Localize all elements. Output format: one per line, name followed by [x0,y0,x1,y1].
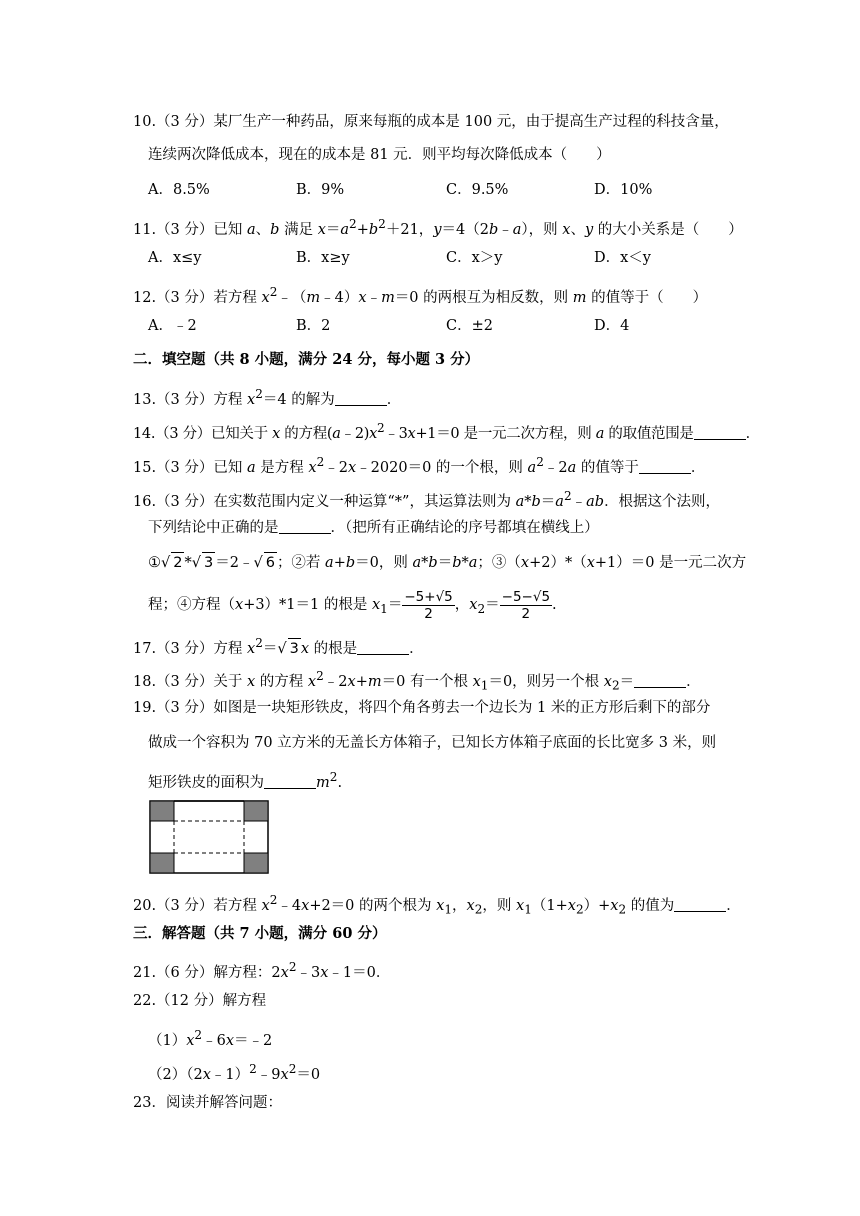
answer-blank[interactable] [264,774,316,789]
q19-line2: 做成一个容积为 70 立方米的无盖长方体箱子，已知长方体箱子底面的长比宽多 3 米，则 [148,735,717,751]
q10-line1: 10.（3 分）某厂生产一种药品，原来每瓶的成本是 100 元，由于提高生产过程的科技含量， [133,114,729,130]
q16-line2: 下列结论中正确的是 ．（把所有正确结论的序号都填在横线上） [148,520,599,536]
q17-line: 17.（3 分）方程 $x^2=√$ 3 x 的根是 ． [133,636,424,657]
q10-line2: 连续两次降低成本，现在的成本是 81 元．则平均每次降低成本（ ） [148,147,611,163]
q21-line: 21.（6 分）解方程：$2x^2﹣3x﹣1=0$． [133,960,391,981]
q16-line1: 16.（3 分）在实数范围内定义一种运算“*”，其运算法则为 $a*b=a^2﹣ab$．根据这个法则， [133,489,721,510]
corner-square-top-left [150,801,174,821]
q11-option-a: A．x≤y [148,250,202,266]
iron-sheet-figure [148,800,270,875]
answer-blank[interactable] [634,673,686,688]
q10-option-d: D．10% [594,182,653,198]
answer-blank[interactable] [674,897,726,912]
q22-title: 22.（12 分）解方程 [133,993,267,1009]
corner-square-bottom-right [244,853,268,873]
q12-line: 12.（3 分）若方程 $x^2﹣(m﹣4)x﹣m=0$ 的两根互为相反数，则 m 的值等于（ ） [133,285,708,306]
q16-line4: 程；④方程（x+3）*1＝1 的根是 $x_1=$ $\frac{-5+√5}{2}$ ，$x_2=$ $\frac{-5-√5}{2}$ . [148,588,557,622]
corner-square-bottom-left [150,853,174,873]
q11-line: 11.（3 分）已知 a、b 满足 $x=a^2+b^2+21$，y＝4（2b﹣a），则 x、y 的大小关系是（ ） [133,217,743,238]
corner-square-top-right [244,801,268,821]
q12-option-b: B．2 [296,318,331,334]
answer-blank[interactable] [639,459,691,474]
answer-blank[interactable] [279,519,331,534]
q12-option-a: A．﹣2 [148,318,197,334]
section-3-heading: 三．解答题（共 7 小题，满分 60 分） [133,925,387,942]
q10-option-c: C．9.5% [446,182,509,198]
root-fraction-2: $\frac{-5-√5}{2}$ [501,588,551,622]
q18-line: 18.（3 分）关于 x 的方程 $x^2﹣2x+m=0$ 有一个根 $x_1=0$，则另一个根 $x_2=$ ． [133,669,701,693]
root-fraction-1: $\frac{-5+√5}{2}$ [404,588,453,622]
q22-part2: $(2)(2x﹣1)^2﹣9x^2=0$ [148,1062,321,1083]
q19-line1: 19.（3 分）如图是一块矩形铁皮，将四个角各剪去一个边长为 1 米的正方形后剩下的部分 [133,700,711,716]
q12-option-c: C．±2 [446,318,493,334]
q10-option-b: B．9% [296,182,345,198]
q22-part1: $(1)x^2﹣6x=﹣2$ [148,1028,273,1049]
q11-option-b: B．x≥y [296,250,350,266]
q19-line3: 矩形铁皮的面积为 $m^2$. [148,770,343,791]
q14-line: 14.（3 分）已知关于 x 的方程$(a﹣2)x^2﹣3x+1=0$ 是一元二次方程，则 a 的取值范围是 ． [133,421,760,442]
q20-line: 20.（3 分）若方程 $x^2﹣4x+2=0$ 的两个根为 $x_1$，$x_2$，则 $x_1(1+x_2)+x_2$ 的值为 ． [133,893,741,917]
section-2-heading: 二．填空题（共 8 小题，满分 24 分，每小题 3 分） [133,351,480,368]
answer-blank[interactable] [694,425,746,440]
q11-option-c: C．x＞y [446,250,503,266]
q23-line: 23．阅读并解答问题： [133,1095,282,1111]
q12-option-d: D．4 [594,318,630,334]
q15-line: 15.（3 分）已知 a 是方程 $x^2﹣2x﹣2020=0$ 的一个根，则 $a^2﹣2a$ 的值等于 ． [133,455,706,476]
answer-blank[interactable] [335,391,387,406]
answer-blank[interactable] [357,640,409,655]
q16-line3: ①√ 2 *√ 3 ＝2﹣√ 6 ；②若 a+b＝0，则 a*b＝b*a；③（x+2）*（x+1）＝0 是一元二次方 [148,552,746,573]
q10-option-a: A．8.5% [148,182,210,198]
q13-line: 13.（3 分）方程 $x^2=4$ 的解为 ． [133,387,402,408]
q11-option-d: D．x＜y [594,250,651,266]
